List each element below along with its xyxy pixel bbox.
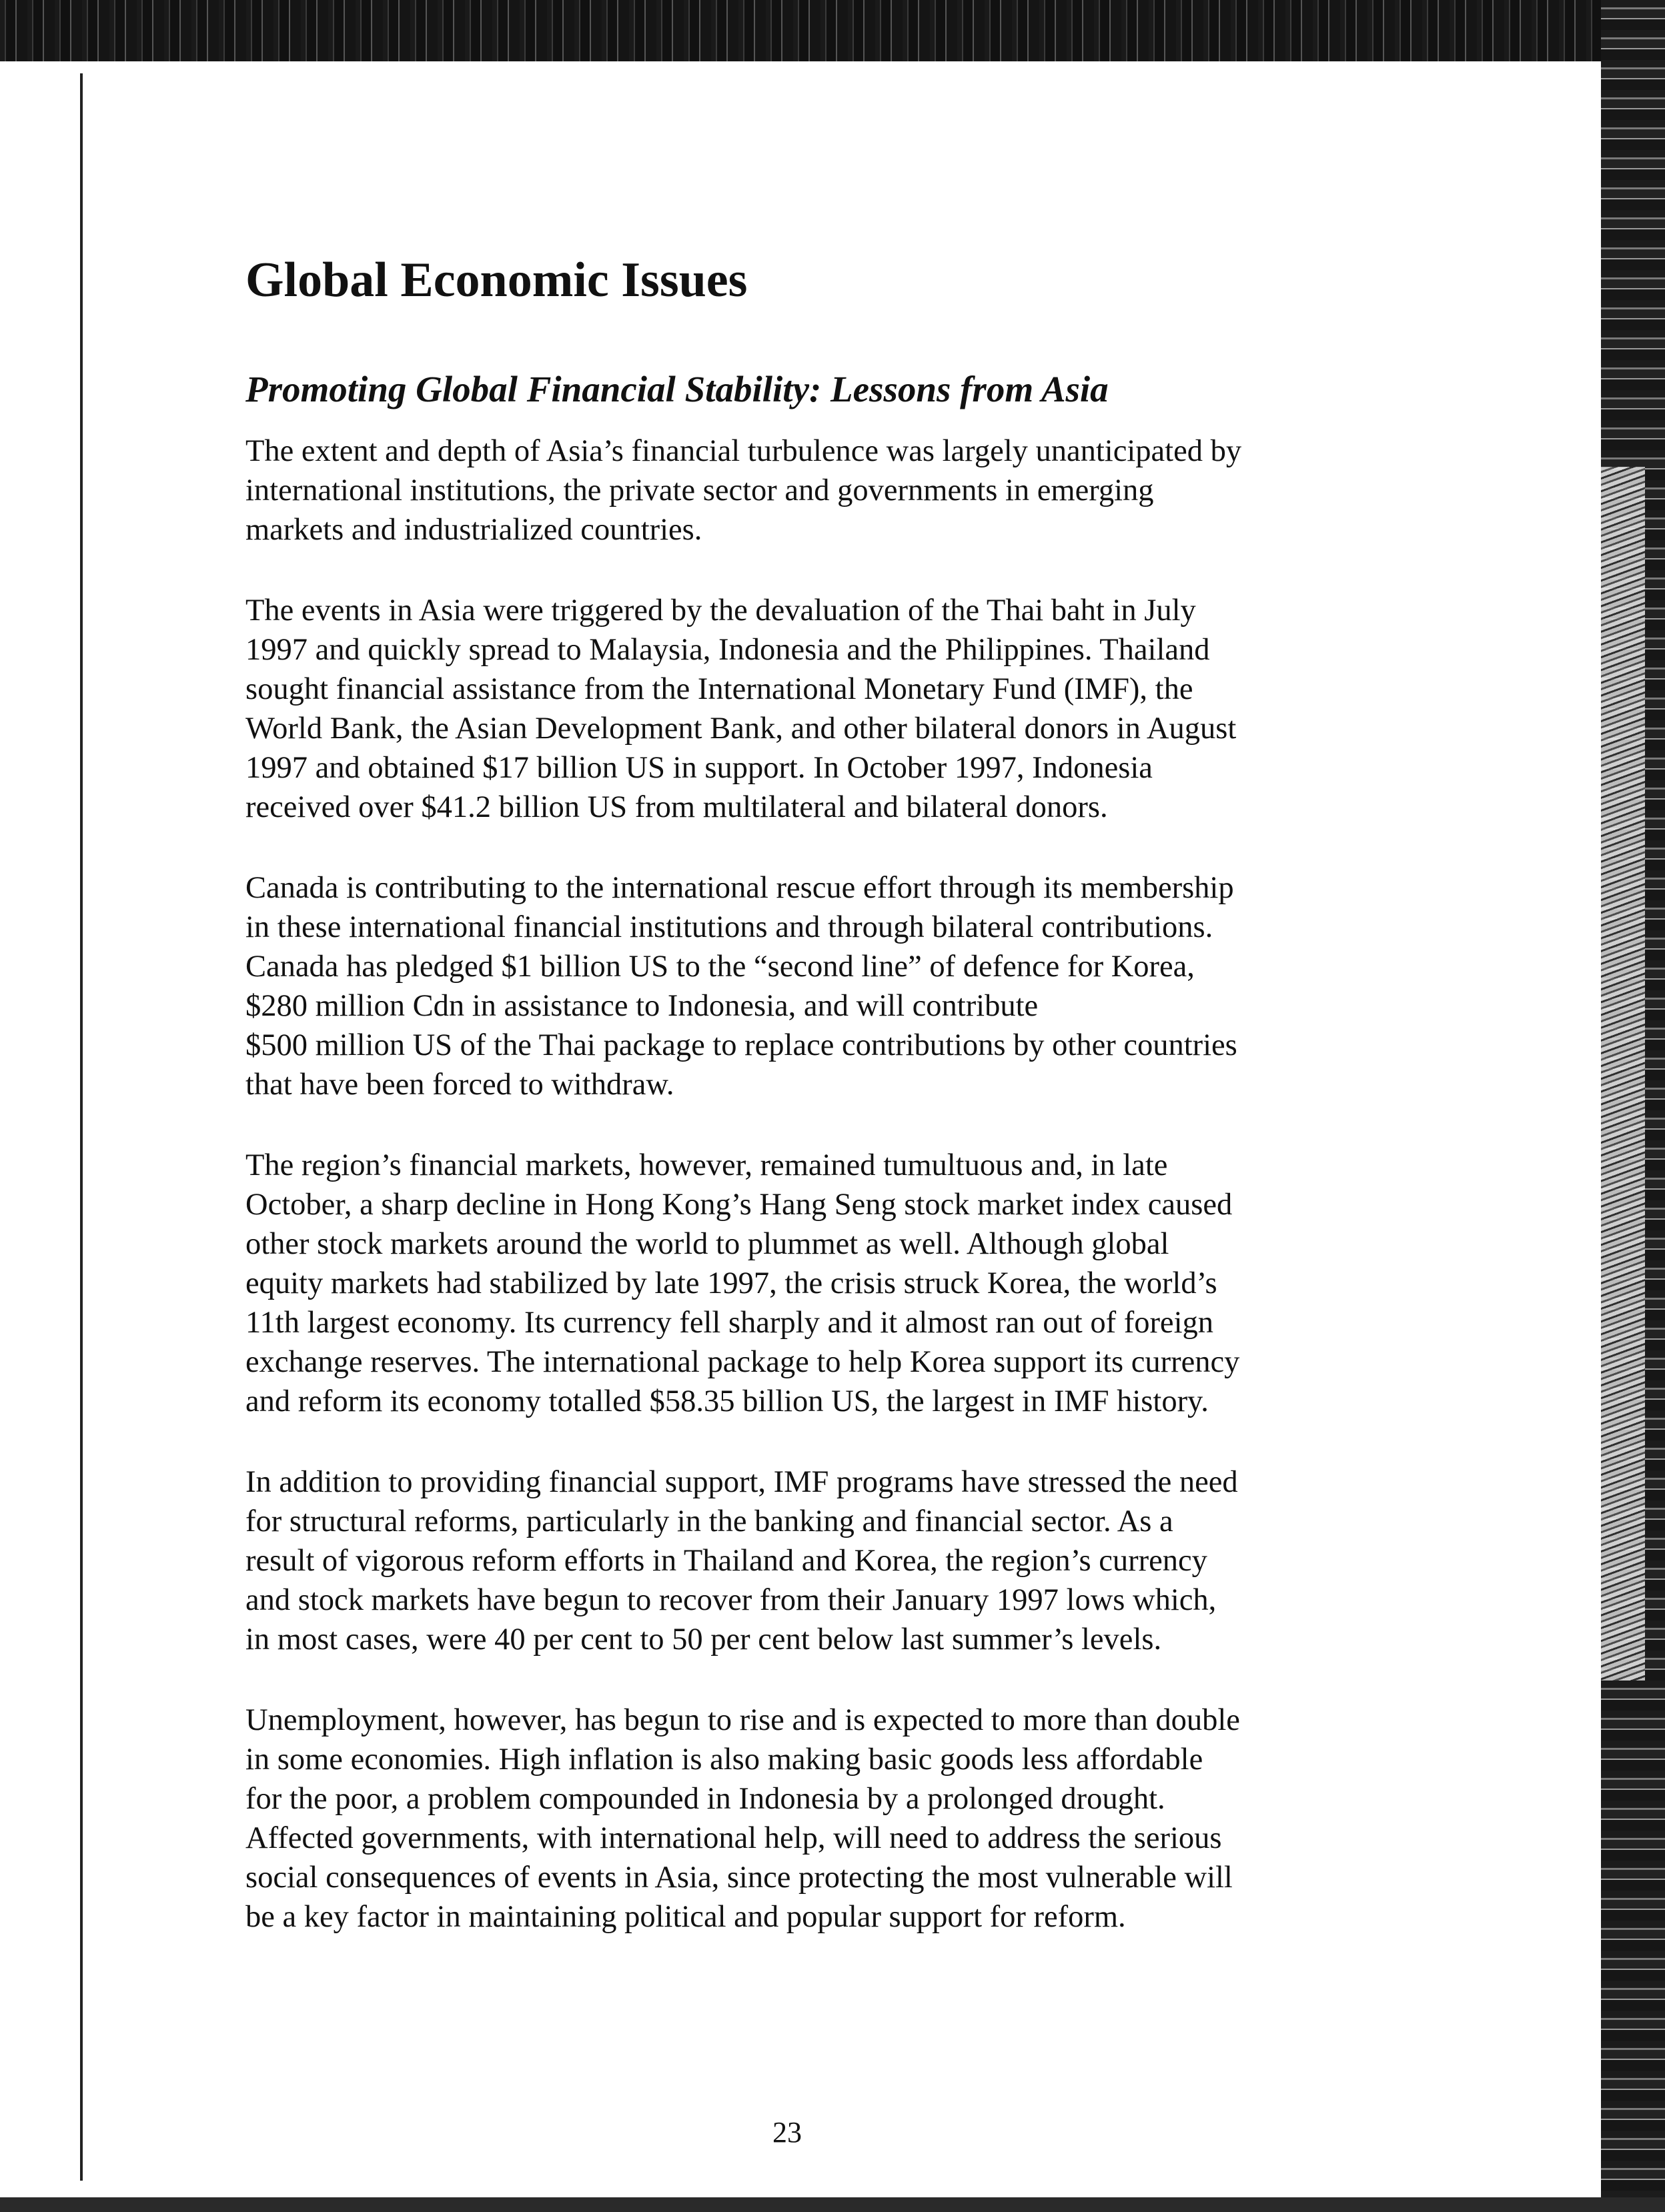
text-line: World Bank, the Asian Development Bank, and other bilateral donors in August [245, 712, 1237, 746]
text-line: received over $41.2 billion US from multilateral and bilateral donors. [245, 790, 1108, 825]
scan-border-top [0, 0, 1665, 61]
document-page [245, 253, 1353, 1978]
text-line: for structural reforms, particularly in the banking and financial sector. As a [245, 1504, 1173, 1539]
scan-edge-left [80, 73, 83, 2181]
text-line: The extent and depth of Asia’s financial turbulence was largely unanticipated by [245, 434, 1242, 469]
text-line: sought financial assistance from the International Monetary Fund (IMF), the [245, 672, 1193, 707]
text-line: $280 million Cdn in assistance to Indonesia, and will contribute [245, 989, 1039, 1024]
text-line: be a key factor in maintaining political and popular support for reform. [245, 1900, 1126, 1935]
text-line: October, a sharp decline in Hong Kong’s Hang Seng stock market index caused [245, 1188, 1233, 1222]
text-line: that have been forced to withdraw. [245, 1068, 674, 1102]
text-line: Affected governments, with international help, will need to address the serious [245, 1821, 1222, 1856]
text-line: for the poor, a problem compounded in Indonesia by a prolonged drought. [245, 1782, 1165, 1817]
paragraph [245, 1462, 1353, 1659]
text-line: international institutions, the private sector and governments in emerging [245, 473, 1154, 508]
text-line: markets and industrialized countries. [245, 513, 702, 547]
text-line: and reform its economy totalled $58.35 billion US, the largest in IMF history. [245, 1384, 1209, 1419]
text-line: in most cases, were 40 per cent to 50 per cent below last summer’s levels. [245, 1622, 1162, 1657]
text-line: $500 million US of the Thai package to replace contributions by other countries [245, 1028, 1237, 1063]
text-line: Canada has pledged $1 billion US to the “second line” of defence for Korea, [245, 950, 1195, 984]
paragraph [245, 1701, 1353, 1937]
text-line: 1997 and obtained $17 billion US in support. In October 1997, Indonesia [245, 751, 1153, 786]
section-heading: Promoting Global Financial Stability: Lessons from Asia [245, 369, 1109, 410]
text-line: In addition to providing financial support, IMF programs have stressed the need [245, 1465, 1238, 1500]
page-number: 23 [772, 2116, 802, 2149]
text-line: social consequences of events in Asia, since protecting the most vulnerable will [245, 1861, 1233, 1895]
text-line: equity markets had stabilized by late 1997, the crisis struck Korea, the world’s [245, 1266, 1217, 1301]
text-line: The region’s financial markets, however, remained tumultuous and, in late [245, 1148, 1168, 1183]
scan-border-bottom [0, 2197, 1665, 2212]
paragraph [245, 868, 1353, 1104]
text-line: other stock markets around the world to plummet as well. Although global [245, 1227, 1169, 1262]
text-line: Unemployment, however, has begun to rise and is expected to more than double [245, 1703, 1240, 1738]
paragraph [245, 431, 1353, 549]
page-title: Global Economic Issues [245, 253, 748, 307]
text-line: The events in Asia were triggered by the devaluation of the Thai baht in July [245, 594, 1196, 628]
scan-noise-right [1601, 467, 1645, 1681]
text-line: and stock markets have begun to recover from their January 1997 lows which, [245, 1583, 1217, 1618]
text-line: result of vigorous reform efforts in Thailand and Korea, the region’s currency [245, 1544, 1207, 1578]
text-line: in these international financial institutions and through bilateral contributions. [245, 910, 1213, 945]
paragraph [245, 1146, 1353, 1421]
text-line: in some economies. High inflation is also making basic goods less affordable [245, 1743, 1203, 1777]
paragraph [245, 591, 1353, 827]
text-line: exchange reserves. The international package to help Korea support its currency [245, 1345, 1240, 1380]
text-line: Canada is contributing to the international rescue effort through its membership [245, 871, 1234, 906]
text-line: 11th largest economy. Its currency fell sharply and it almost ran out of foreign [245, 1306, 1213, 1340]
text-line: 1997 and quickly spread to Malaysia, Indonesia and the Philippines. Thailand [245, 633, 1210, 668]
body-text [245, 431, 1353, 1937]
